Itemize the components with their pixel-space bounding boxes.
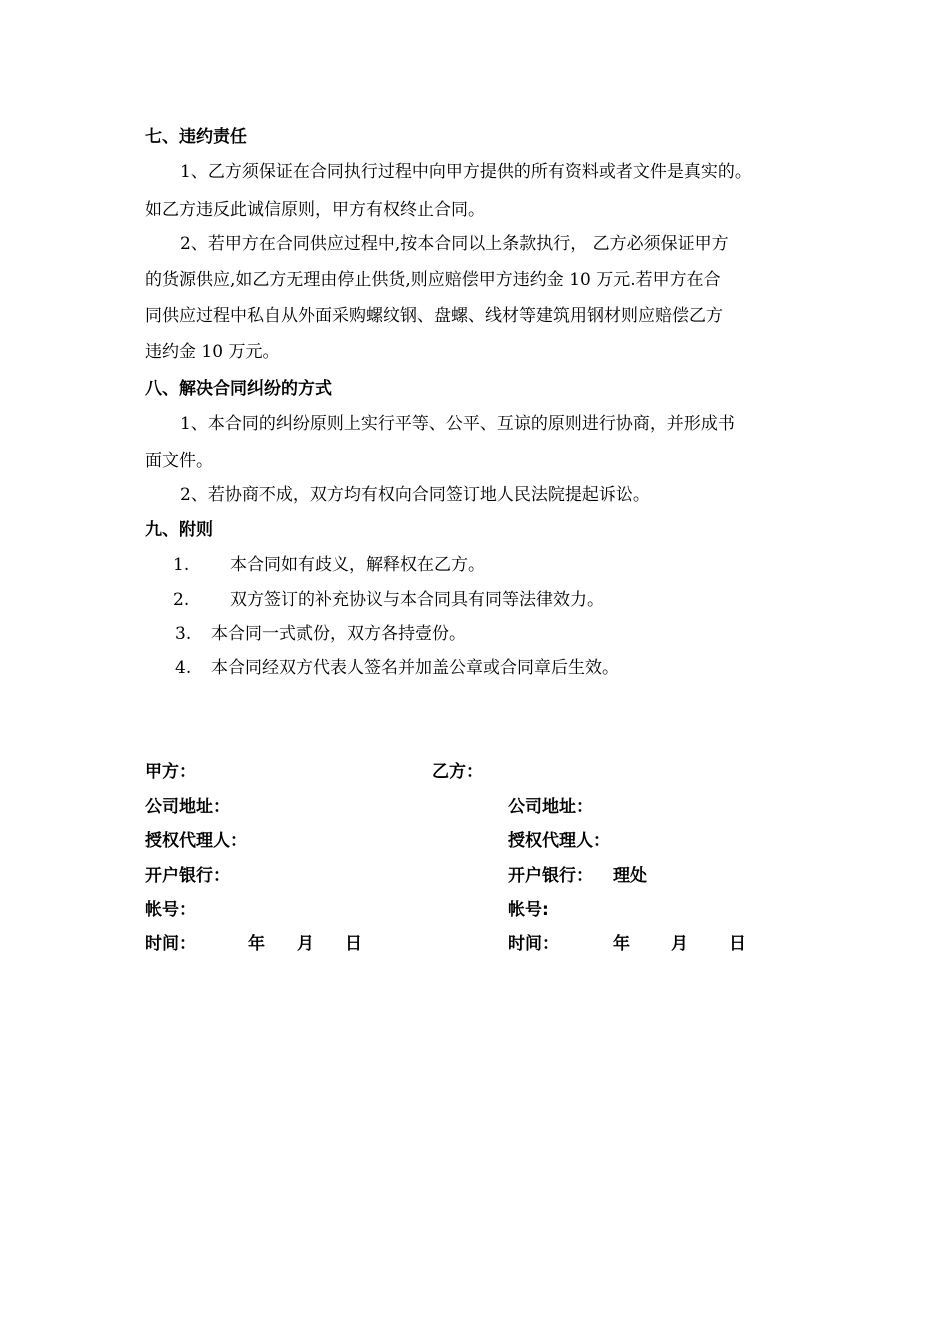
party-a-month: 月 (297, 934, 314, 954)
party-a-year: 年 (248, 934, 265, 954)
party-b-bank-value: 理处 (613, 866, 647, 886)
section9-item-3-num: 3. (175, 624, 192, 644)
party-a-day: 日 (345, 934, 362, 954)
party-b-time-label: 时间： (508, 934, 559, 954)
party-b-year: 年 (613, 934, 630, 954)
section9-item-1-text: 本合同如有歧义，解释权在乙方。 (230, 555, 485, 575)
section7-p2-line4: 违约金 10 万元。 (145, 342, 280, 362)
section9-item-4-text: 本合同经双方代表人签名并加盖公章或合同章后生效。 (211, 658, 619, 678)
party-b-label: 乙方： (432, 762, 483, 782)
party-a-bank-label: 开户银行： (145, 866, 230, 886)
party-a-label: 甲方： (145, 762, 196, 782)
section8-p2: 2、若协商不成，双方均有权向合同签订地人民法院提起诉讼。 (180, 485, 650, 505)
section7-heading: 七、违约责任 (145, 127, 247, 147)
party-b-account-label: 帐号: (508, 900, 549, 920)
section7-p2-line1: 2、若甲方在合同供应过程中,按本合同以上条款执行， 乙方必须保证甲方 (180, 234, 729, 254)
party-b-month: 月 (671, 934, 688, 954)
section9-item-1-num: 1. (173, 555, 190, 575)
section8-p1-line2: 面文件。 (145, 451, 213, 471)
section9-item-4-num: 4. (175, 658, 192, 678)
section7-p2-line2: 的货源供应,如乙方无理由停止供货,则应赔偿甲方违约金 10 万元.若甲方在合 (145, 270, 721, 290)
section8-heading: 八、解决合同纠纷的方式 (145, 379, 332, 399)
section9-item-3-text: 本合同一式贰份，双方各持壹份。 (211, 624, 466, 644)
party-a-time-label: 时间： (145, 934, 196, 954)
section9-heading: 九、附则 (145, 520, 213, 540)
party-b-address-label: 公司地址： (508, 797, 593, 817)
party-a-account-label: 帐号： (145, 900, 196, 920)
section7-p1-line1: 1、乙方须保证在合同执行过程中向甲方提供的所有资料或者文件是真实的。 (180, 162, 752, 182)
party-a-agent-label: 授权代理人： (145, 831, 247, 851)
party-b-day: 日 (729, 934, 746, 954)
section8-p1-line1: 1、本合同的纠纷原则上实行平等、公平、互谅的原则进行协商，并形成书 (180, 414, 735, 434)
party-b-bank-label: 开户银行： (508, 866, 593, 886)
party-a-address-label: 公司地址： (145, 797, 230, 817)
section9-item-2-text: 双方签订的补充协议与本合同具有同等法律效力。 (230, 590, 604, 610)
party-b-agent-label: 授权代理人： (508, 831, 610, 851)
section9-item-2-num: 2. (173, 590, 190, 610)
section7-p2-line3: 同供应过程中私自从外面采购螺纹钢、盘螺、线材等建筑用钢材则应赔偿乙方 (145, 306, 723, 326)
section7-p1-line2: 如乙方违反此诚信原则，甲方有权终止合同。 (145, 200, 485, 220)
